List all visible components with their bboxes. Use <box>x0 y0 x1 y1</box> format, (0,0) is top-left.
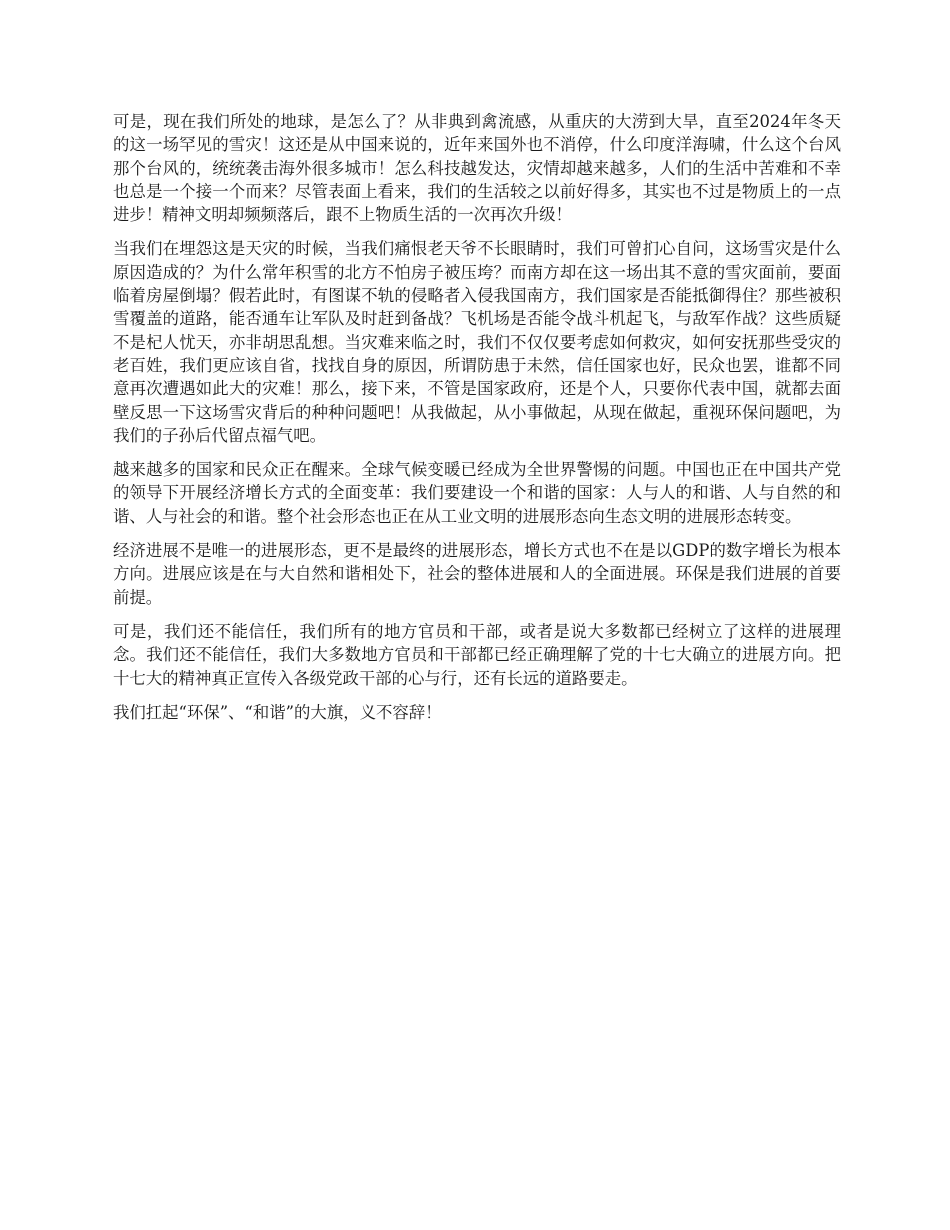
paragraph-5: 可是，我们还不能信任，我们所有的地方官员和干部，或者是说大多数都已经树立了这样的进展理念。我们还不能信任，我们大多数地方官员和干部都已经正确理解了党的十七大确立的进展方向。把十七大的精神真正宣传入各级党政干部的心与行，还有长远的道路要走。 <box>113 621 841 688</box>
paragraph-6: 我们扛起“环保”、“和谐”的大旗，义不容辞！ <box>113 702 442 722</box>
paragraph-3: 越来越多的国家和民众正在醒来。全球气候变暖已经成为全世界警惕的问题。中国也正在中国共产党的领导下开展经济增长方式的全面变革：我们要建设一个和谐的国家：人与人的和谐、人与自然的和谐、人与社会的和谐。整个社会形态也正在从工业文明的进展形态向生态文明的进展形态转变。 <box>113 460 841 526</box>
document-body <box>113 110 841 735</box>
paragraph-2: 当我们在埋怨这是天灾的时候，当我们痛恨老天爷不长眼睛时，我们可曾扪心自问，这场雪灾是什么原因造成的？为什么常年积雪的北方不怕房子被压垮？而南方却在这一场出其不意的雪灾面前，要面临着房屋倒塌？假若此时，有图谋不轨的侵略者入侵我国南方，我们国家是否能抵御得住？那些被积雪覆盖的道路，能否通车让军队及时赶到备战？飞机场是否能令战斗机起飞，与敌军作战？这些质疑不是杞人忧天，亦非胡思乱想。当灾难来临之时，我们不仅仅要考虑如何救灾，如何安抚那些受灾的老百姓，我们更应该自省，找找自身的原因，所谓防患于未然，信任国家也好，民众也罢，谁都不同意再次遭遇如此大的灾难！那么，接下来，不管是国家政府，还是个人，只要你代表中国，就都去面壁反思一下这场雪灾背后的种种问题吧！从我做起，从小事做起，从现在做起，重视环保问题吧，为我们的子孙后代留点福气吧。 <box>113 239 841 445</box>
paragraph-4: 经济进展不是唯一的进展形态，更不是最终的进展形态，增长方式也不在是以GDP的数字增长为根本方向。进展应该是在与大自然和谐相处下，社会的整体进展和人的全面进展。环保是我们进展的首要前提。 <box>113 541 841 607</box>
paragraph-1: 可是，现在我们所处的地球，是怎么了？从非典到禽流感，从重庆的大涝到大旱，直至2024年冬天的这一场罕见的雪灾！这还是从中国来说的，近年来国外也不消停，什么印度洋海啸，什么这个台风那个台风的，统统袭击海外很多城市！怎么科技越发达，灾情却越来越多，人们的生活中苦难和不幸也总是一个接一个而来？尽管表面上看来，我们的生活较之以前好得多，其实也不过是物质上的一点进步！精神文明却频频落后，跟不上物质生活的一次再次升级！ <box>113 112 841 225</box>
